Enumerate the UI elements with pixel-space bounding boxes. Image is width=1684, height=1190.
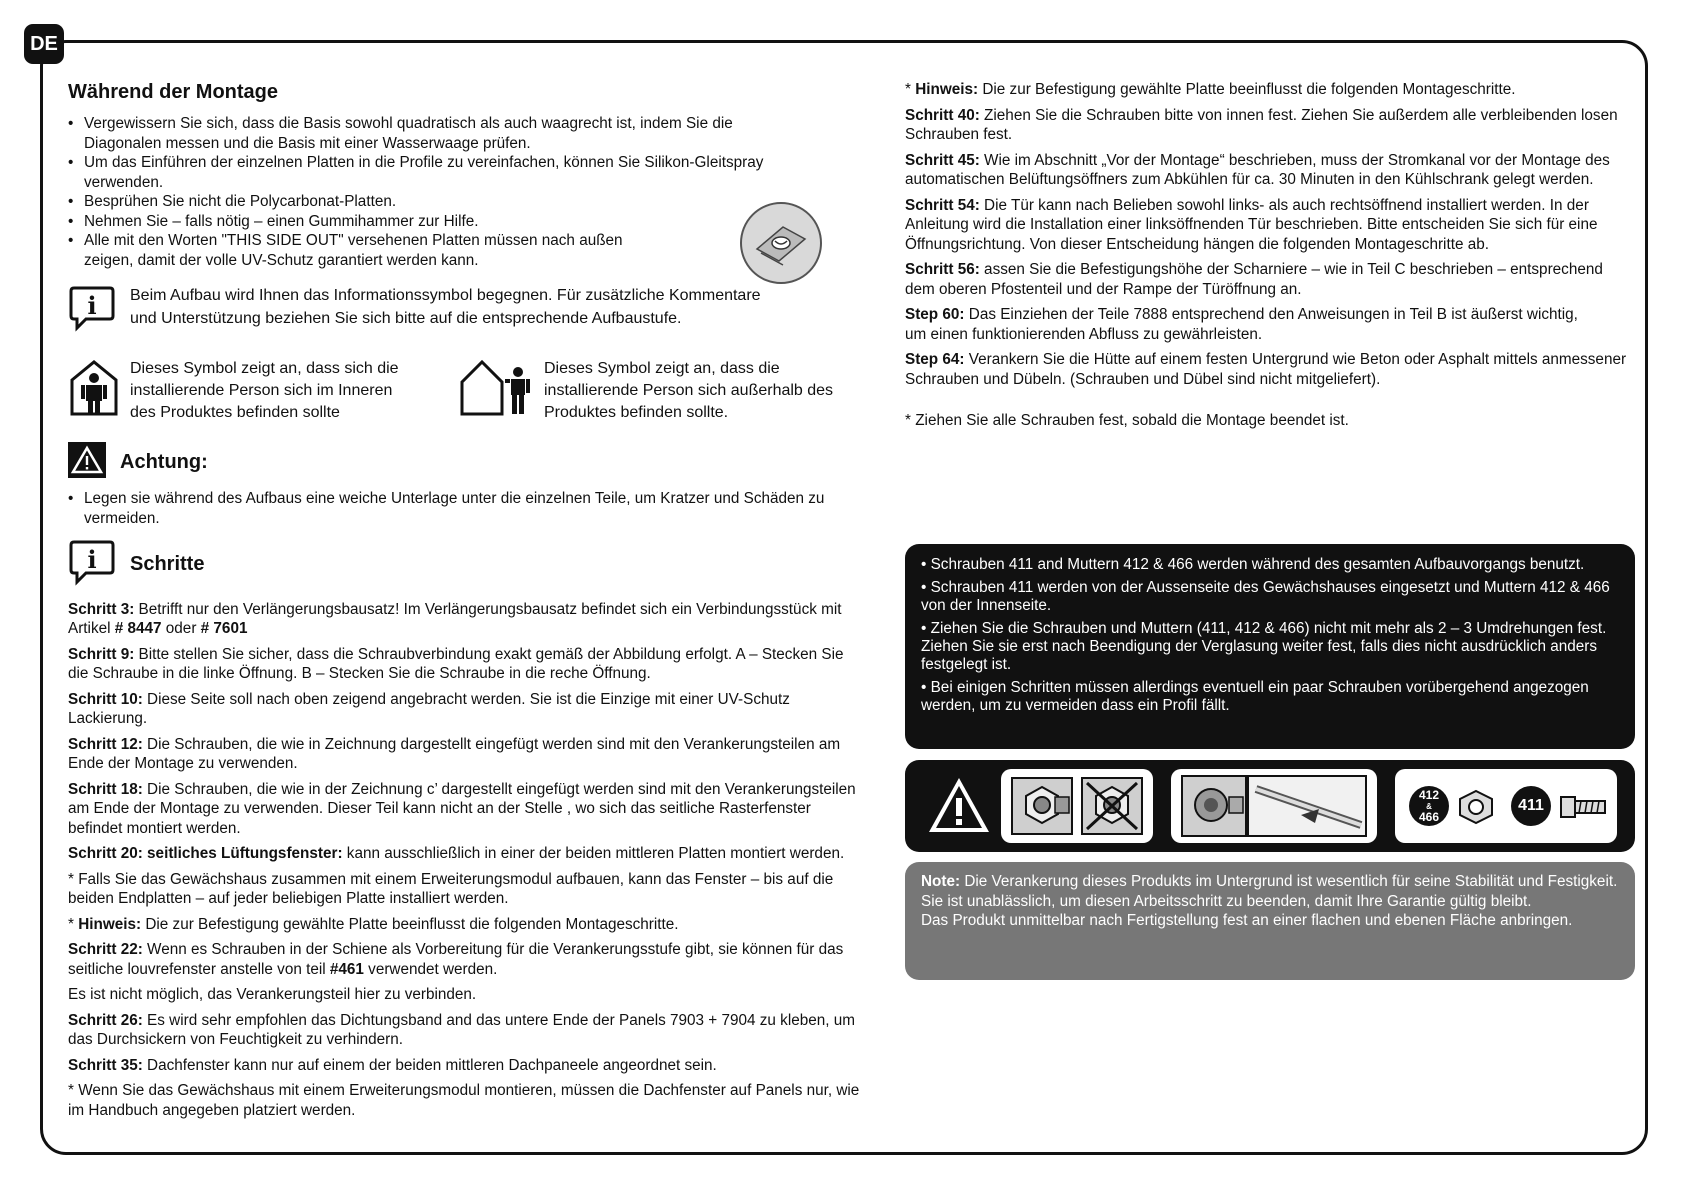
list-item: • Legen sie während des Aufbaus eine weiche Unterlage unter die einzelnen Teile, um Kratzer und Schäden zu vermeiden. xyxy=(68,489,844,528)
step-item: Schritt 45: Wie im Abschnitt „Vor der Montage“ beschrieben, muss der Stromkanal vor der Montage des automatischen Belüftungsöffners zum Abkühlen für ca. 30 Minuten in den Kühlschrank gelegt werden. xyxy=(905,151,1610,188)
outside-symbol-text: Dieses Symbol zeigt an, dass die installierende Person sich außerhalb des Produktes befinden sollte. xyxy=(544,359,834,421)
step-item: Step 64: Verankern Sie die Hütte auf einem festen Untergrund wie Beton oder Asphalt mittels anmessener Schrauben und Dübeln. (Schrauben und Dübel sind nicht mitgeliefert). xyxy=(905,351,1627,388)
step-item: Schritt 40: Ziehen Sie die Schrauben bitte von innen fest. Ziehen Sie außerdem alle verbleibenden losen Schrauben fest. xyxy=(905,106,1618,143)
montage-bullets xyxy=(68,114,868,270)
step-item: * Hinweis: Die zur Befestigung gewählte Platte beeinflusst die folgenden Montageschritte. xyxy=(905,81,1516,98)
warning-bullets xyxy=(68,489,868,528)
list-item: • Ziehen Sie die Schrauben und Muttern (411, 412 & 466) nicht mit mehr als 2 – 3 Umdrehungen fest. Ziehen Sie sie erst nach Beendigung der Verglasung weiter fest, falls dies nicht ausdrücklich anders festgelegt ist. xyxy=(921,620,1607,673)
step-item: Schritt 26: Es wird sehr empfohlen das Dichtungsband and das untere Ende der Panels 7903 + 7904 zu kleben, um das Durchsickern von Feuchtigkeit zu verhindern. xyxy=(68,1011,856,1048)
nut-correct-icon xyxy=(1011,777,1073,840)
step-item: Schritt 18: Die Schrauben, die wie in der Zeichnung c’ dargestellt eingefügt werden sind mit den Verankerungsteilen am Ende der Montage zu verwenden. Dieser Teil kann nicht an der Stelle , wo sich das seitliche Rasterfenster befindet montiert werden. xyxy=(68,780,856,837)
step-item: Schritt 54: Die Tür kann nach Belieben sowohl links- als auch rechtsöffnend installiert werden. In der Anleitung wird die Installation einer linksöffnenden Tür beschrieben. Bitte entscheiden Sie sich für eine Öffnungsrichtung. Von dieser Entscheidung hängen die folgenden Montageschritte ab. xyxy=(905,196,1598,253)
part-nut-label: 412 & 466 xyxy=(1409,786,1449,826)
list-item: • Nehmen Sie – falls nötig – einen Gummihammer zur Hilfe. xyxy=(68,212,668,232)
person-outside-house-icon xyxy=(458,358,534,422)
parts-panel xyxy=(1395,769,1617,843)
left-steps xyxy=(68,600,868,1121)
bolt-icon xyxy=(1559,789,1607,830)
step-item: Step 60: Das Einziehen der Teile 7888 entsprechend den Anweisungen in Teil B ist äußerst wichtig, um einen funktionierenden Abfluss zu gewährleisten. xyxy=(905,306,1578,343)
step-item: Schritt 3: Betrifft nur den Verlängerungsbausatz! Im Verlängerungsbausatz befindet sich ein Verbindungsstück mit Artikel # 8447 oder # 7601 xyxy=(68,600,842,637)
inside-symbol xyxy=(68,358,458,424)
list-item: • Um das Einführen der einzelnen Platten in die Profile zu vereinfachen, können Sie Silikon-Gleitspray verwenden. xyxy=(68,153,804,192)
info-icon xyxy=(68,538,116,592)
step-item: * Falls Sie das Gewächshaus zusammen mit einem Erweiterungsmodul aufbauen, kann das Fenster – bis auf die beiden Endplatten – auf jeder beliebigen Platte installiert werden. xyxy=(68,870,834,907)
nut-orientation-panel xyxy=(1001,769,1153,843)
note-text: Note: Die Verankerung dieses Produkts im Untergrund ist wesentlich für seine Stabilität und Festigkeit. Sie ist unablässlich, um diesen Arbeitsschritt zu beenden, damit Ihre Garantie gültig bleibt. Das Produkt unmittelbar nach Fertigstellung fest an einer flachen und ebenen Fläche anbringen. xyxy=(921,873,1618,929)
list-item: • Schrauben 411 werden von der Aussenseite des Gewächshauses eingesetzt und Muttern 412 & 466 von der Innenseite. xyxy=(921,579,1610,614)
screw-info-box xyxy=(905,544,1635,749)
step-item: Schritt 56: assen Sie die Befestigungshöhe der Scharniere – wie in Teil C beschrieben – entsprechend dem oberen Pfostenteil und der Rampe der Türöffnung an. xyxy=(905,261,1603,298)
list-item: • Besprühen Sie nicht die Polycarbonat-Platten. xyxy=(68,192,668,212)
right-column xyxy=(905,80,1635,437)
outside-symbol xyxy=(458,358,848,424)
position-symbols xyxy=(68,358,868,424)
info-symbol-text: Beim Aufbau wird Ihnen das Informationssymbol begegnen. Für zusätzliche Kommentare und Unterstützung beziehen Sie sich bitte auf die entsprechende Aufbaustufe. xyxy=(130,287,761,327)
warning-triangle-icon xyxy=(927,776,991,839)
nut-wrong-icon xyxy=(1081,777,1143,840)
nut-icon xyxy=(1457,789,1495,830)
list-item: • Vergewissern Sie sich, dass die Basis sowohl quadratisch als auch waagrecht ist, indem Sie die Diagonalen messen und die Basis mit einer Wasserwaage prüfen. xyxy=(68,114,744,153)
steps-header xyxy=(68,538,868,592)
panel-stamp-icon xyxy=(740,202,822,284)
info-icon xyxy=(68,284,116,338)
hardware-icon-bar xyxy=(905,760,1635,852)
svg-text:i: i xyxy=(87,545,97,574)
warning-title: Achtung: xyxy=(120,450,208,473)
svg-text:i: i xyxy=(87,291,97,320)
person-inside-house-icon xyxy=(68,358,120,422)
step-item: * Wenn Sie das Gewächshaus mit einem Erweiterungsmodul montieren, müssen die Dachfenster auf Panels nur, wie im Handbuch angegeben platziert werden. xyxy=(68,1082,860,1119)
left-column xyxy=(68,80,868,1126)
list-item: • Schrauben 411 and Muttern 412 & 466 werden während des gesamten Aufbauvorgangs benutzt. xyxy=(921,556,1585,573)
step-item: Schritt 35: Dachfenster kann nur auf einem der beiden mittleren Dachpaneele angeordnet sein. xyxy=(68,1056,717,1074)
part-bolt-label: 411 xyxy=(1511,786,1551,826)
list-item: • Alle mit den Worten "THIS SIDE OUT" versehenen Platten müssen nach außen zeigen, damit der volle UV-Schutz garantiert werden kann. xyxy=(68,231,668,270)
steps-title: Schritte xyxy=(130,553,205,575)
step-item: Schritt 12: Die Schrauben, die wie in Zeichnung dargestellt eingefügt werden sind mit den Verankerungsteilen am Ende der Montage zu verwenden. xyxy=(68,735,841,772)
step-item: Schritt 20: seitliches Lüftungsfenster: kann ausschließlich in einer der beiden mittleren Platten montiert werden. xyxy=(68,845,845,862)
bolt-profile-icon xyxy=(1181,775,1367,842)
footnote: * Ziehen Sie alle Schrauben fest, sobald die Montage beendet ist. xyxy=(905,412,1349,429)
warning-header xyxy=(68,442,868,484)
anchoring-note-box xyxy=(905,862,1635,980)
step-item: Es ist nicht möglich, das Verankerungsteil hier zu verbinden. xyxy=(68,986,477,1003)
list-item: • Bei einigen Schritten müssen allerdings eventuell ein paar Schrauben vorübergehend angezogen werden, um zu vermeiden dass ein Profil fällt. xyxy=(921,679,1589,714)
step-item: Schritt 9: Bitte stellen Sie sicher, dass die Schraubverbindung exakt gemäß der Abbildung erfolgt. A – Stecken Sie die Schraube in die linke Öffnung. B – Stecken Sie die Schraube in die reche Öffnung. xyxy=(68,645,844,682)
info-symbol-row xyxy=(68,284,868,338)
section-heading-montage: Während der Montage xyxy=(68,81,279,103)
inside-symbol-text: Dieses Symbol zeigt an, dass sich die installierende Person sich im Inneren des Produktes befinden sollte xyxy=(130,359,399,421)
bolt-in-profile-panel xyxy=(1171,769,1377,843)
step-item: Schritt 22: Wenn es Schrauben in der Schiene als Vorbereitung für die Verankerungsstufe gibt, sie können für das seitliche louvrefenster anstelle von teil #461 verwendet werden. xyxy=(68,941,844,978)
step-item: * Hinweis: Die zur Befestigung gewählte Platte beeinflusst die folgenden Montageschritte. xyxy=(68,915,679,933)
warning-triangle-icon xyxy=(68,442,106,484)
language-badge: DE xyxy=(24,24,64,64)
step-item: Schritt 10: Diese Seite soll nach oben zeigend angebracht werden. Sie ist die Einzige mit einer UV-Schutz Lackierung. xyxy=(68,690,790,727)
